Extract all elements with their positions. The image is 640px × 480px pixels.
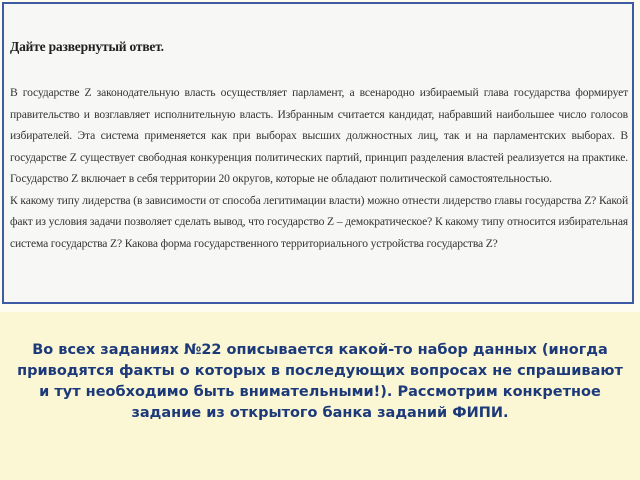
teacher-note: Во всех заданиях №22 описывается какой-то набор данных (иногда приводятся факты о которых в последующих вопросах не спрашивают и тут необходимо быть внимательными!). Рассмотрим конкретное задание из открытого банка заданий ФИПИ. [17,342,623,421]
task-paragraph-questions: К какому типу лидерства (в зависимости от способа легитимации власти) можно отнести лидерство главы государства Z? Какой факт из условия задачи позволяет сделать вывод, что государство Z – демократическое? К какому типу относится избирательная система государства Z? Какова форма государственного территориального устройства государства Z? [10,193,628,250]
task-scan [4,4,632,302]
task-body [10,82,628,254]
task-paragraph-conditions: В государстве Z законодательную власть осуществляет парламент, а всенародно избираемый глава государства формирует правительство и возглавляет исполнительную власть. Избранным считается кандидат, набравший наибольшее число голосов избирателей. Эта система применяется как при выборах высших должностных лиц, так и на парламентских выборах. В государстве Z существует свободная конкуренция политических партий, принцип разделения властей реализуется на практике. Государство Z включает в себя территории 20 округов, которые не обладают политической самостоятельностью. [10,86,628,185]
task-heading: Дайте развернутый ответ. [10,39,164,54]
